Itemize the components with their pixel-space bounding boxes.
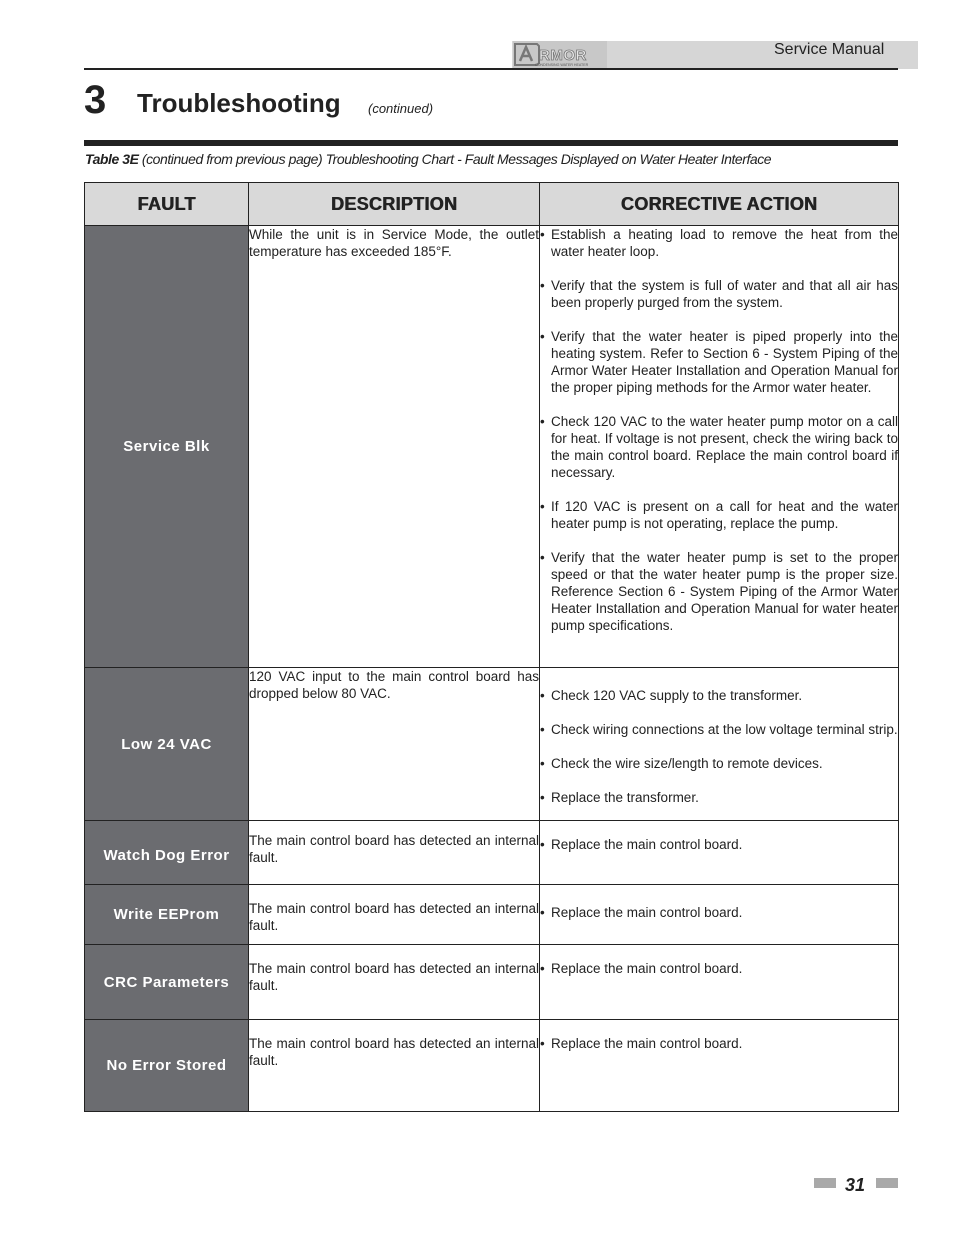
- action-item: • Replace the main control board.: [540, 836, 898, 853]
- action-item: • Verify that the system is full of water and that all air has been properly purged from the system.: [540, 277, 898, 311]
- action-item: • Check 120 VAC to the water heater pump motor on a call for heat. If voltage is not present, check the wiring back to the main control board. Replace the main control board if necessary.: [540, 413, 898, 481]
- description-cell: 120 VAC input to the main control board has dropped below 80 VAC.: [249, 668, 540, 821]
- description-cell: While the unit is in Service Mode, the outlet temperature has exceeded 185°F.: [249, 226, 540, 668]
- section-number: 3: [84, 78, 107, 122]
- title-rule: [84, 140, 898, 146]
- manual-label: Service Manual: [774, 41, 885, 58]
- action-list: [540, 687, 898, 806]
- fault-cell: No Error Stored: [85, 1020, 249, 1112]
- fault-cell: Service Blk: [85, 226, 249, 668]
- armor-logo: [513, 41, 607, 68]
- action-cell: [540, 1020, 899, 1112]
- table-header-row: [85, 183, 899, 226]
- action-list: [540, 836, 898, 853]
- description-cell: The main control board has detected an internal fault.: [249, 821, 540, 885]
- action-item: • Check wiring connections at the low voltage terminal strip.: [540, 721, 898, 738]
- action-item: • Replace the main control board.: [540, 904, 898, 921]
- table-caption-text: (continued from previous page) Troubleshooting Chart - Fault Messages Displayed on Water Heater Interface: [138, 151, 772, 167]
- action-item: • Verify that the water heater is piped properly into the heating system. Refer to Section 6 - System Piping of the Armor Water Heater Installation and Operation Manual for the proper piping methods for the Armor water heater.: [540, 328, 898, 396]
- table-row: [85, 668, 899, 821]
- svg-text:CONDENSING WATER HEATER: CONDENSING WATER HEATER: [535, 63, 589, 67]
- page-number-bar-right: [876, 1178, 898, 1188]
- column-header-corrective-action: CORRECTIVE ACTION: [540, 183, 899, 226]
- column-header-description: DESCRIPTION: [249, 183, 540, 226]
- action-item: • Verify that the water heater pump is set to the proper speed or that the water heater pump is the proper size. Reference Section 6 - System Piping of the Armor Water Heater Installation and Operation Manual for water heater pump specifications.: [540, 549, 898, 634]
- action-cell: [540, 226, 899, 668]
- description-cell: The main control board has detected an internal fault.: [249, 945, 540, 1020]
- page-number-bar-left: [814, 1178, 836, 1188]
- continued-note: (continued): [368, 101, 434, 116]
- action-list: [540, 1035, 898, 1052]
- page-number: 31: [845, 1175, 866, 1195]
- fault-cell: CRC Parameters: [85, 945, 249, 1020]
- header-rule: [84, 68, 898, 70]
- table-row: [85, 821, 899, 885]
- table-row: [85, 945, 899, 1020]
- fault-cell: [85, 821, 249, 885]
- description-cell: The main control board has detected an internal fault.: [249, 885, 540, 945]
- svg-text:RMOR: RMOR: [539, 47, 587, 64]
- fault-cell: Write EEProm: [85, 885, 249, 945]
- column-header-fault: FAULT: [85, 183, 249, 226]
- action-item: • Replace the transformer.: [540, 789, 898, 806]
- action-item: • If 120 VAC is present on a call for heat and the water heater pump is not operating, replace the pump.: [540, 498, 898, 532]
- section-title: Troubleshooting: [137, 88, 341, 118]
- fault-cell: Low 24 VAC: [85, 668, 249, 821]
- table-row: [85, 885, 899, 945]
- action-item: • Replace the main control board.: [540, 1035, 898, 1052]
- action-item: • Replace the main control board.: [540, 960, 898, 977]
- action-item: • Check 120 VAC supply to the transformer.: [540, 687, 898, 704]
- action-cell: [540, 885, 899, 945]
- action-cell: [540, 668, 899, 821]
- action-item: • Establish a heating load to remove the heat from the water heater loop.: [540, 226, 898, 260]
- action-item: • Check the wire size/length to remote devices.: [540, 755, 898, 772]
- action-list: [540, 904, 898, 921]
- fault-label: Watch Dog Error: [103, 847, 230, 864]
- description-cell: The main control board has detected an internal fault.: [249, 1020, 540, 1112]
- table-caption: [85, 151, 898, 167]
- table-row: [85, 1020, 899, 1112]
- table-caption-label: Table 3E: [85, 151, 139, 167]
- troubleshooting-table: [84, 182, 899, 1112]
- action-list: [540, 226, 898, 634]
- action-cell: [540, 945, 899, 1020]
- table-row: [85, 226, 899, 668]
- action-cell: [540, 821, 899, 885]
- action-list: [540, 960, 898, 977]
